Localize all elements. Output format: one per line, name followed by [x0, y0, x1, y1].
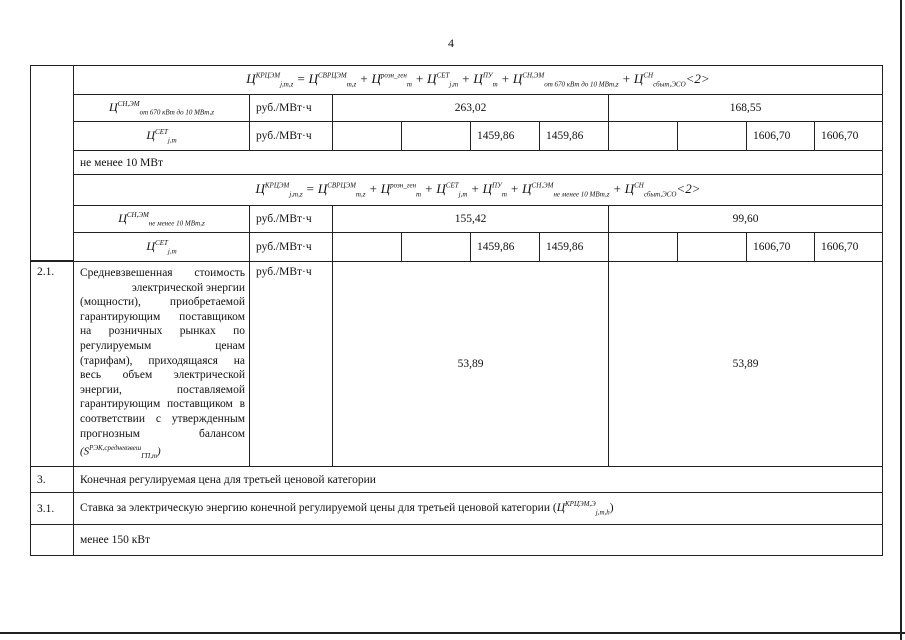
empty-cell — [401, 232, 471, 262]
empty-cell — [677, 232, 747, 262]
value-cell: 1459,86 — [539, 232, 609, 262]
value-cell: 1606,70 — [814, 232, 883, 262]
formula-row-670 — [73, 65, 883, 95]
symbol-cell-set: $Ц^{СЕТ}_{j,m}$ — [73, 232, 250, 262]
num-cell-empty — [30, 524, 74, 556]
value-cell: 1459,86 — [539, 121, 609, 151]
formula-row-10mw — [73, 174, 883, 206]
section-subheading: Ставка за электрическую энергию конечной регулируемой цены для третьей ценовой категории $(Ц^{КРЦЭМ,Э}_{j,m,h})$ — [73, 492, 883, 525]
category-label: не менее 10 МВт — [73, 150, 883, 175]
value-cell: 99,60 — [608, 205, 883, 233]
unit-cell: руб./МВт·ч — [249, 121, 333, 151]
page-frame-bottom — [0, 632, 905, 634]
row-description: Средневзвешенная стоимость электрической энергии (мощности), приобретаемой гарантирующим поставщиком на розничных рынках по регулируемым ценам (тарифам), приходящаяся на весь объем электрической энергии, поставляемой гарантирующим поставщиком в соответствии с утвержденным прогнозным балансом $(S^{РЭК,средневзвеш}_{ГП,m})$ — [73, 261, 250, 467]
formula-10mw: $Ц^{КРЦЭМ}_{j,m,z} = Ц^{СВРЦЭМ}_{m,z} + Ц^{розн\_ген}_m + Ц^{СЕТ}_{j,m} + Ц^{ПУ}_m + Ц^{СН,ЭМ}_{не менее 10 МВт,z} + Ц^{СН}_{сбыт,ЭСО}<2>$ — [255, 181, 701, 199]
value-cell: 1459,86 — [470, 232, 540, 262]
page-frame-right — [900, 0, 902, 640]
empty-cell — [608, 121, 678, 151]
value-cell: 1606,70 — [746, 121, 815, 151]
row-number: 3. — [30, 466, 74, 493]
value-cell: 168,55 — [608, 94, 883, 122]
value-cell: 53,89 — [332, 261, 609, 467]
page-number: 4 — [448, 36, 454, 50]
value-cell: 1459,86 — [470, 121, 540, 151]
value-cell: 155,42 — [332, 205, 609, 233]
value-cell: 53,89 — [608, 261, 883, 467]
value-cell: 1606,70 — [746, 232, 815, 262]
empty-cell — [401, 121, 471, 151]
empty-cell — [608, 232, 678, 262]
empty-cell — [332, 232, 402, 262]
category-label: менее 150 кВт — [73, 524, 883, 556]
symbol-cell-set: $Ц^{СЕТ}_{j,m}$ — [73, 121, 250, 151]
unit-cell: руб./МВт·ч — [249, 232, 333, 262]
num-cell-top — [30, 65, 74, 261]
row-number: 3.1. — [30, 492, 74, 525]
empty-cell — [677, 121, 747, 151]
symbol-cell-sn-670: $Ц^{СН,ЭМ}_{от 670 кВт до 10 МВт,z}$ — [73, 94, 250, 122]
unit-cell: руб./МВт·ч — [249, 94, 333, 122]
row-number: 2.1. — [30, 261, 74, 467]
value-cell: 1606,70 — [814, 121, 883, 151]
unit-cell: руб./МВт·ч — [249, 205, 333, 233]
unit-cell: руб./МВт·ч — [249, 261, 333, 467]
symbol-cell-sn-10mw: $Ц^{СН,ЭМ}_{не менее 10 МВт,z}$ — [73, 205, 250, 233]
value-cell: 263,02 — [332, 94, 609, 122]
section-heading: Конечная регулируемая цена для третьей ценовой категории — [73, 466, 883, 493]
empty-cell — [332, 121, 402, 151]
formula-670: $Ц^{КРЦЭМ}_{j,m,z} = Ц^{СВРЦЭМ}_{m,z} + Ц^{розн\_ген}_m + Ц^{СЕТ}_{j,m} + Ц^{ПУ}_m + Ц^{СН,ЭМ}_{от 670 кВт до 10 МВт,z} + Ц^{СН}_{сбыт,ЭСО}<2>$ — [246, 71, 710, 89]
